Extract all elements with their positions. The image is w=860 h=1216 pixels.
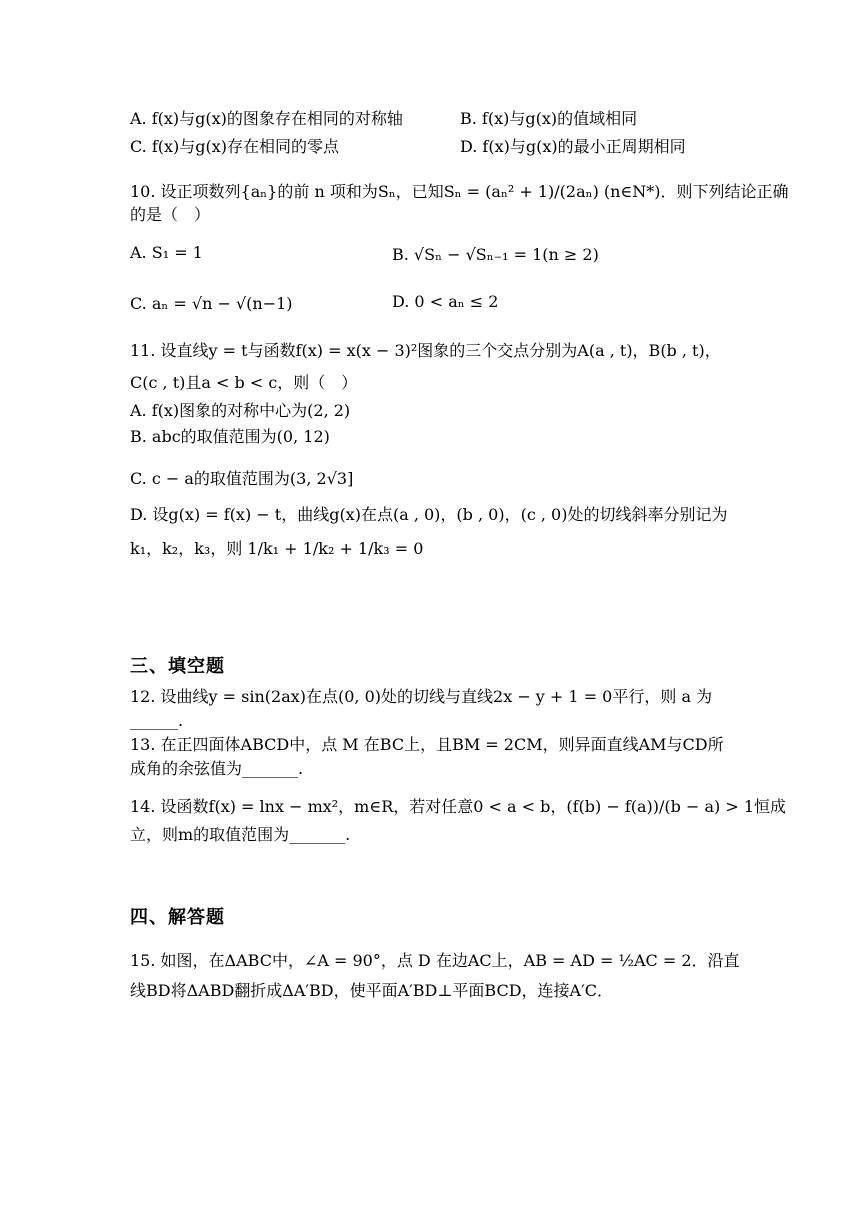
- q10-stem-line1: 10. 设正项数列{aₙ}的前 n 项和为Sₙ，已知Sₙ = (aₙ² + 1)/(2aₙ) (n∈N*)．则下列结论正确: [130, 182, 789, 201]
- section-3-title: 三、填空题: [130, 656, 225, 677]
- q14-line2: 立，则m的取值范围为_______.: [130, 825, 351, 844]
- q10-stem-line2: 的是（ ）: [130, 205, 211, 224]
- q10-option-b: B. √Sₙ − √Sₙ₋₁ = 1(n ≥ 2): [392, 245, 599, 264]
- q11-stem-line1: 11. 设直线y = t与函数f(x) = x(x − 3)²图象的三个交点分别为A(a , t)，B(b , t)，: [130, 341, 721, 360]
- q15-line1: 15. 如图，在ΔABC中，∠A = 90°，点 D 在边AC上，AB = AD = ½AC = 2．沿直: [130, 951, 740, 970]
- q12-answer-blank[interactable]: ______: [130, 711, 178, 730]
- q11-option-b: B. abc的取值范围为(0, 12): [130, 427, 330, 446]
- q11-option-d-line1: D. 设g(x) = f(x) − t，曲线g(x)在点(a , 0)，(b , 0)，(c , 0)处的切线斜率分别记为: [130, 505, 728, 524]
- q11-option-c: C. c − a的取值范围为(3, 2√3]: [130, 469, 354, 488]
- q9-option-b: B. f(x)与g(x)的值域相同: [460, 109, 638, 128]
- q13-line2: 成角的余弦值为_______.: [130, 759, 304, 778]
- q15-line2: 线BD将ΔABD翻折成ΔA′BD，使平面A′BD⊥平面BCD，连接A′C．: [130, 981, 613, 1000]
- q12-line2: [130, 710, 183, 732]
- section-4-title: 四、解答题: [130, 907, 225, 928]
- q9-option-a: A. f(x)与g(x)的图象存在相同的对称轴: [130, 109, 403, 128]
- q11-option-d-line2: k₁，k₂，k₃，则 1/k₁ + 1/k₂ + 1/k₃ = 0: [130, 539, 424, 558]
- q14-line1: 14. 设函数f(x) = lnx − mx²，m∈R，若对任意0 < a < b，(f(b) − f(a))/(b − a) > 1恒成: [130, 797, 787, 816]
- q11-stem-line2: C(c , t)且a < b < c，则（ ）: [130, 373, 358, 392]
- q9-option-c: C. f(x)与g(x)存在相同的零点: [130, 137, 340, 156]
- q12-line2-end: .: [178, 711, 184, 730]
- q13-line1: 13. 在正四面体ABCD中，点 M 在BC上，且BM = 2CM，则异面直线AM与CD所: [130, 735, 724, 754]
- q12-line1: 12. 设曲线y = sin(2ax)在点(0, 0)处的切线与直线2x − y + 1 = 0平行，则 a 为: [130, 687, 713, 706]
- q9-option-d: D. f(x)与g(x)的最小正周期相同: [460, 137, 686, 156]
- q10-option-a: A. S₁ = 1: [130, 243, 203, 262]
- q10-option-d: D. 0 < aₙ ≤ 2: [392, 292, 499, 311]
- q11-option-a: A. f(x)图象的对称中心为(2, 2): [130, 401, 351, 420]
- q10-option-c: C. aₙ = √n − √(n−1): [130, 294, 293, 313]
